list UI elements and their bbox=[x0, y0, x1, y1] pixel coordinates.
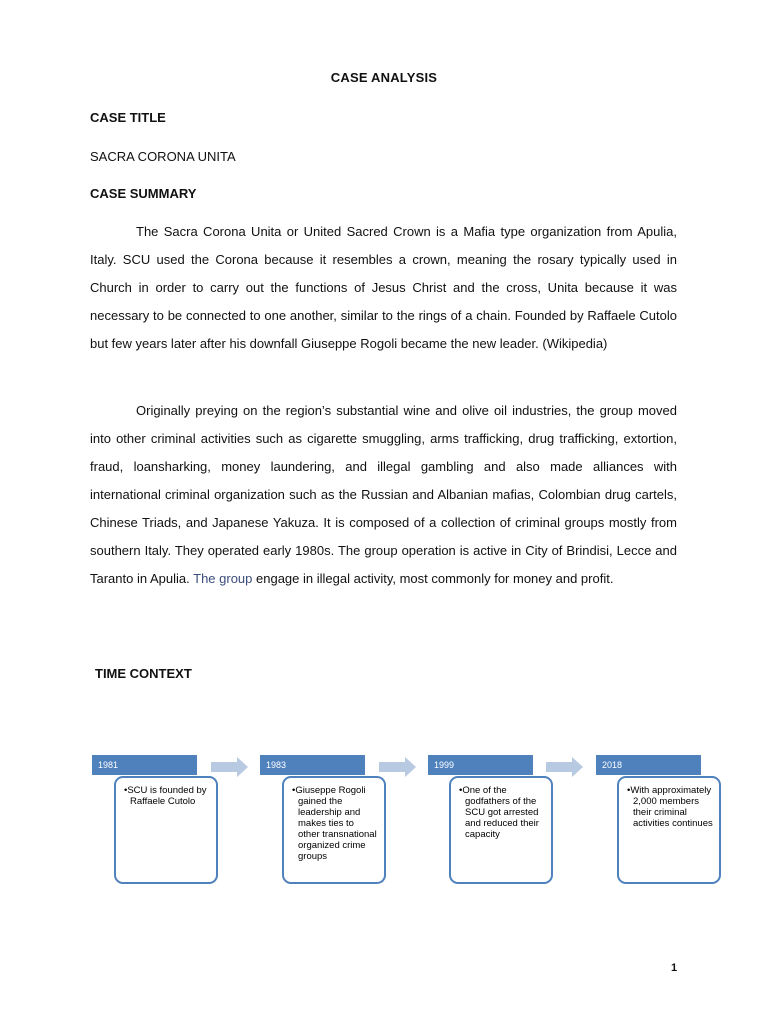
case-title-text: SACRA CORONA UNITA bbox=[90, 149, 236, 164]
timeline-event-text: •With approximately 2,000 members their criminal activities continues bbox=[627, 785, 713, 829]
document-title: CASE ANALYSIS bbox=[330, 70, 438, 85]
timeline-year-2018: 2018 bbox=[596, 755, 701, 775]
timeline-year-1983: 1983 bbox=[260, 755, 365, 775]
summary-paragraph-1-text: The Sacra Corona Unita or United Sacred Crown is a Mafia type organization from Apulia, Italy. SCU used the Corona because it resembles a crown, meaning the rosary typically used in Church in order to carry out the functions of Jesus Christ and the cross, Unita because it was necessary to be connected to one another, similar to the rings of a chain. Founded by Raffaele Cutolo but few years later after his downfall Giuseppe Rogoli became the new leader. (Wikipedia) bbox=[90, 224, 677, 351]
summary-paragraph-2-main: Originally preying on the region’s substantial wine and olive oil industries, the group moved into other criminal activities such as cigarette smuggling, arms trafficking, drug trafficking, extortion, fraud, loansharking, money laundering, and illegal gambling and also made alliances with international criminal organization such as the Russian and Albanian mafias, Colombian drug cartels, Chinese Triads, and Japanese Yakuza. It is composed of a collection of criminal groups mostly from southern Italy. They operated early 1980s. The group operation is active in City of Brindisi, Lecce and Taranto in Apulia. bbox=[90, 403, 677, 586]
page-number: 1 bbox=[671, 962, 678, 974]
time-context-heading: TIME CONTEXT bbox=[95, 666, 192, 681]
summary-paragraph-1 bbox=[90, 218, 677, 358]
summary-paragraph-2-tail: engage in illegal activity, most commonly for money and profit. bbox=[256, 571, 614, 586]
timeline-year-1999: 1999 bbox=[428, 755, 533, 775]
timeline-event-text: •SCU is founded by Raffaele Cutolo bbox=[124, 785, 207, 807]
timeline-event-1999 bbox=[449, 776, 553, 884]
timeline-arrow-icon bbox=[211, 757, 249, 777]
case-title-heading: CASE TITLE bbox=[90, 110, 166, 125]
summary-paragraph-2 bbox=[90, 397, 677, 593]
timeline-event-2018 bbox=[617, 776, 721, 884]
timeline-year-1981: 1981 bbox=[92, 755, 197, 775]
summary-paragraph-2-highlight: The group bbox=[193, 571, 253, 586]
timeline-event-text: •One of the godfathers of the SCU got arrested and reduced their capacity bbox=[459, 785, 539, 840]
timeline-event-1983 bbox=[282, 776, 386, 884]
case-summary-heading: CASE SUMMARY bbox=[90, 186, 197, 201]
timeline-event-1981 bbox=[114, 776, 218, 884]
timeline-arrow-icon bbox=[546, 757, 584, 777]
timeline-arrow-icon bbox=[379, 757, 417, 777]
timeline-event-text: •Giuseppe Rogoli gained the leadership and makes ties to other transnational organized crime groups bbox=[292, 785, 377, 862]
